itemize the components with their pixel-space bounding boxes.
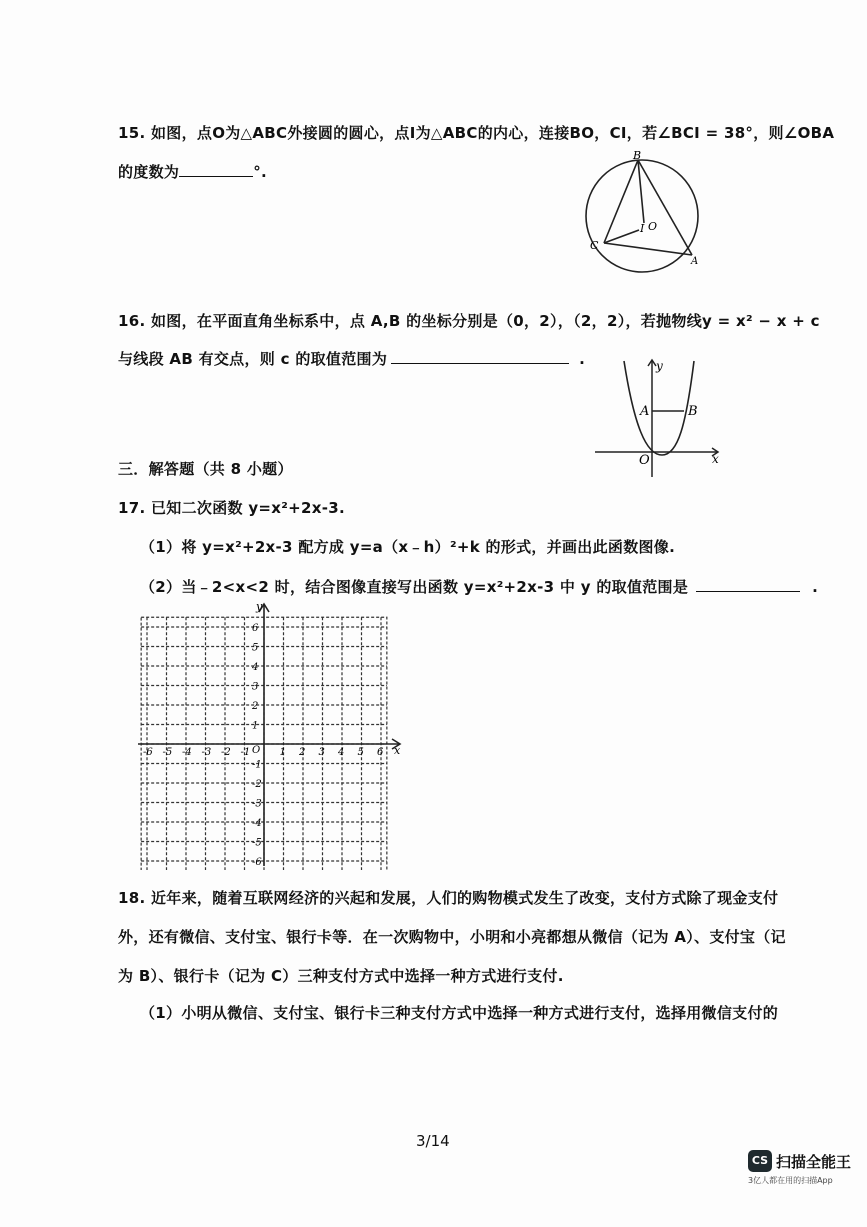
- label-point-a: A: [640, 404, 650, 419]
- q16-line2: [118, 348, 585, 369]
- q18-line2: 外，还有微信、支付宝、银行卡等．在一次购物中，小明和小亮都想从微信（记为 A）、支付宝（记: [118, 928, 786, 946]
- label-point-b: B: [688, 404, 698, 419]
- q18-line3: 为 B）、银行卡（记为 C）三种支付方式中选择一种方式进行支付.: [118, 967, 564, 985]
- label-a: A: [691, 256, 699, 267]
- x-tick-label: 4: [338, 747, 345, 758]
- q15-answer-blank: [179, 162, 253, 177]
- q17-coordinate-grid: [130, 598, 410, 870]
- x-tick-label: 5: [357, 747, 364, 758]
- label-origin: O: [639, 453, 650, 468]
- q16-line2-prefix: 与线段 AB 有交点，则 c 的取值范围为: [118, 350, 388, 368]
- x-tick-label: -4: [182, 747, 192, 758]
- x-tick-label: -5: [162, 747, 173, 758]
- x-tick-label: -6: [143, 747, 153, 758]
- label-c: C: [590, 239, 599, 252]
- q15-line2-prefix: 的度数为: [118, 163, 180, 181]
- q16-answer-blank: [391, 349, 569, 364]
- x-tick-label: 1: [279, 747, 286, 758]
- q17-part2: [140, 576, 818, 597]
- x-tick-label: 3: [318, 747, 325, 758]
- q18-line1: 18. 近年来，随着互联网经济的兴起和发展，人们的购物模式发生了改变，支付方式除了现金支付: [118, 889, 779, 907]
- scanner-watermark: [748, 1150, 851, 1186]
- y-tick-label: 5: [252, 642, 259, 654]
- y-tick-label: -6: [252, 857, 262, 868]
- segment-bc: [604, 160, 638, 243]
- q15-circle-figure: [585, 148, 715, 278]
- q16-line2-suffix: .: [579, 350, 586, 368]
- q15-line1: 15. 如图，点O为△ABC外接圆的圆心，点I为△ABC的内心，连接BO，CI，若∠BCI = 38°，则∠OBA: [118, 124, 835, 142]
- x-tick-label: 6: [377, 747, 384, 758]
- axis-label-y: y: [656, 359, 663, 373]
- q17-part2-suffix: .: [812, 578, 819, 596]
- y-tick-label: -4: [252, 818, 262, 829]
- y-tick-label: -5: [252, 837, 262, 849]
- axis-label-x: x: [712, 452, 719, 466]
- grid-y-label: y: [256, 600, 263, 613]
- q17-answer-blank: [696, 577, 800, 592]
- y-tick-label: 6: [252, 623, 259, 634]
- q16-line1: 16. 如图，在平面直角坐标系中，点 A,B 的坐标分别是（0，2），（2，2），若抛物线y = x² − x + c: [118, 312, 820, 330]
- segment-ca: [604, 243, 692, 255]
- y-tick-label: -3: [252, 798, 262, 810]
- grid-origin-label: O: [252, 745, 261, 756]
- page-number: 3/14: [416, 1132, 450, 1150]
- q16-parabola-figure: [590, 355, 730, 480]
- x-tick-label: -1: [240, 747, 251, 758]
- q17-part1: （1）将 y=x²+2x-3 配方成 y=a（x﹣h）²+k 的形式，并画出此函数图像.: [140, 538, 676, 556]
- segment-ba: [638, 160, 692, 255]
- section-heading: 三．解答题（共 8 小题）: [118, 460, 293, 478]
- y-tick-label: -1: [252, 759, 262, 771]
- label-i: I: [640, 222, 645, 235]
- q15-line2-suffix: °.: [253, 163, 268, 181]
- q17-stem: 17. 已知二次函数 y=x²+2x-3.: [118, 499, 345, 517]
- parabola-curve: [624, 361, 694, 455]
- x-tick-label: -3: [201, 747, 212, 758]
- q17-part2-prefix: （2）当﹣2<x<2 时，结合图像直接写出函数 y=x²+2x-3 中 y 的取值范围是: [140, 578, 689, 596]
- y-tick-label: 4: [252, 662, 259, 673]
- y-tick-label: 3: [252, 681, 259, 693]
- scanner-logo-icon: CS: [748, 1150, 772, 1172]
- x-tick-label: 2: [299, 747, 306, 758]
- y-tick-label: 2: [252, 701, 259, 712]
- q18-line4: （1）小明从微信、支付宝、银行卡三种支付方式中选择一种方式进行支付，选择用微信支付的: [140, 1004, 779, 1022]
- q15-line2: [118, 161, 267, 182]
- y-tick-label: 1: [252, 720, 259, 732]
- label-b: B: [633, 149, 642, 162]
- label-o: O: [648, 220, 658, 233]
- grid-x-label: x: [394, 744, 401, 757]
- y-tick-label: -2: [252, 779, 262, 790]
- circumcircle: [586, 160, 698, 272]
- watermark-subtitle: 3亿人都在用的扫描App: [748, 1176, 833, 1185]
- watermark-title: 扫描全能王: [776, 1152, 852, 1171]
- x-tick-label: -2: [221, 747, 231, 758]
